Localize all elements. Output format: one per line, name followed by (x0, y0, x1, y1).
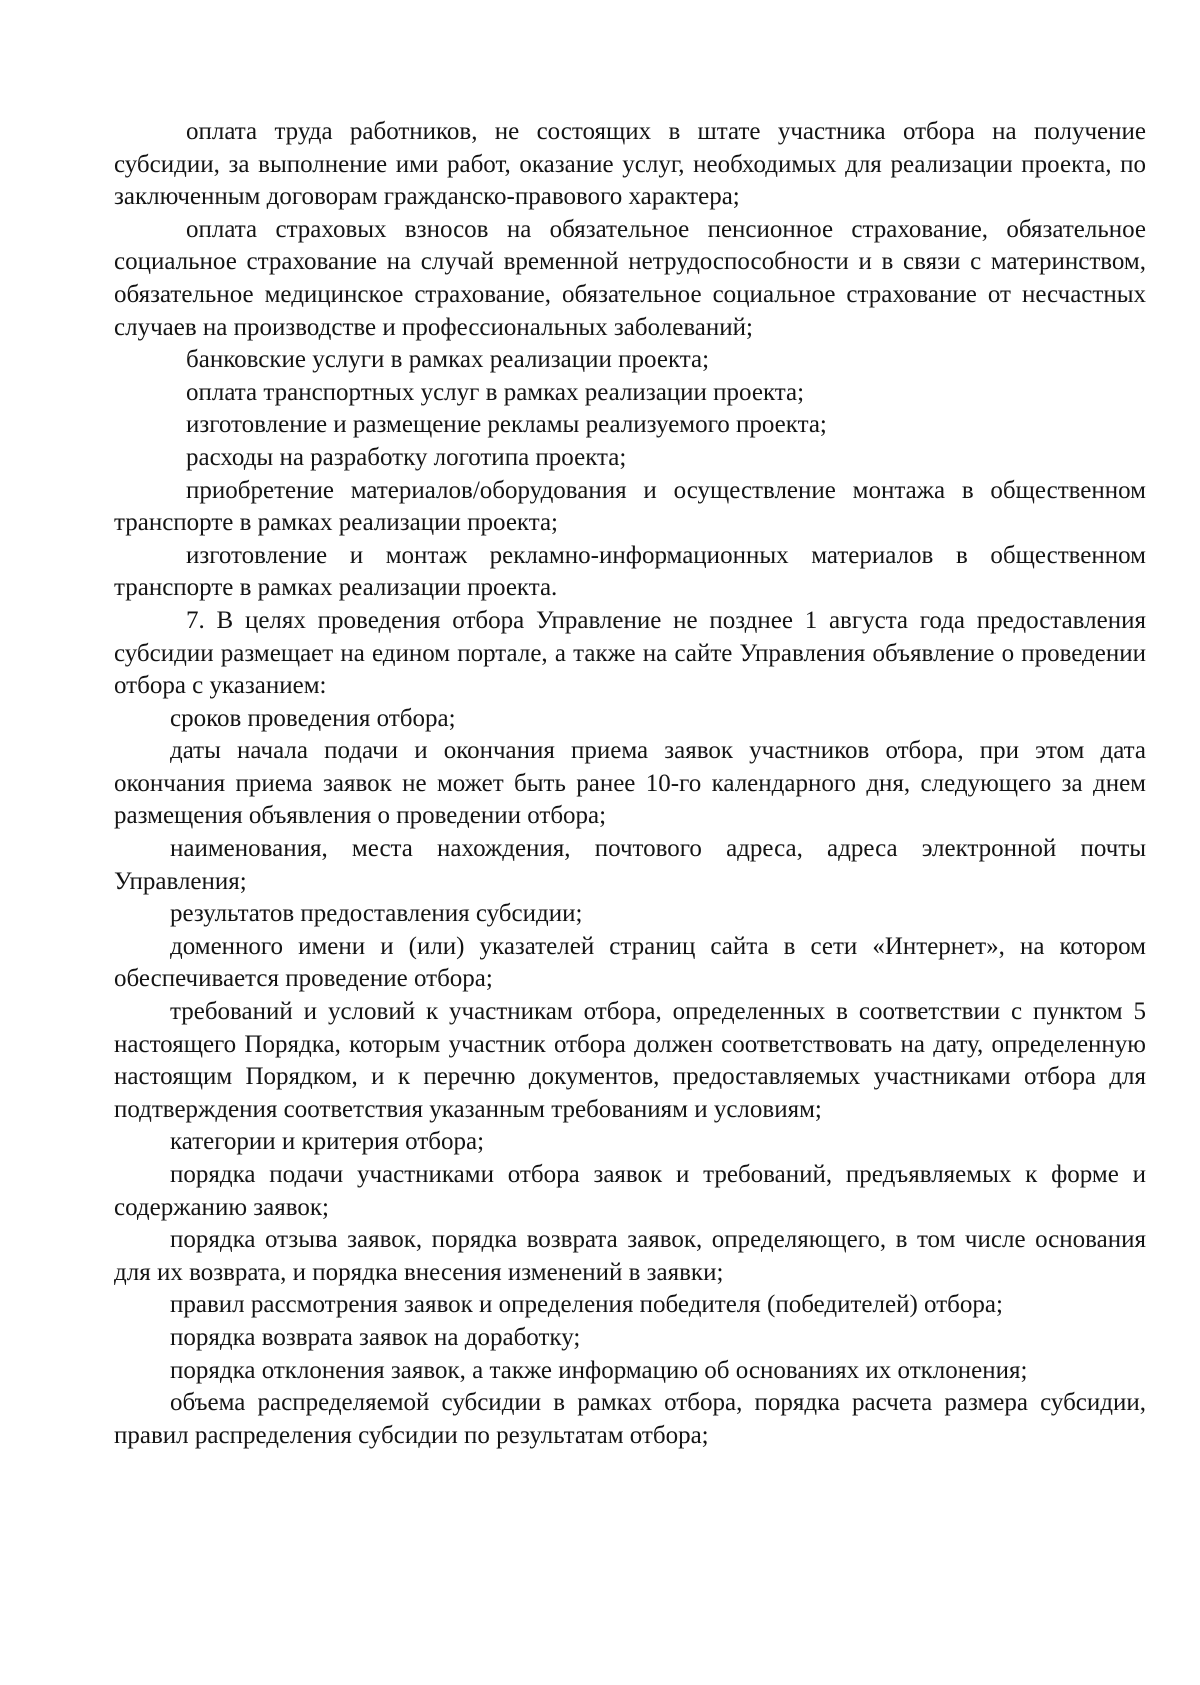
paragraph: порядка подачи участниками отбора заявок и требований, предъявляемых к форме и содержанию заявок; (114, 1161, 1146, 1221)
paragraph: категории и критерия отбора; (170, 1128, 485, 1156)
paragraph: объема распределяемой субсидии в рамках отбора, порядка расчета размера субсидии, правил распределения субсидии по результатам отбора; (114, 1389, 1146, 1449)
paragraph: сроков проведения отбора; (170, 704, 456, 732)
paragraph: оплата страховых взносов на обязательное пенсионное страхование, обязательное социальное страхование на случай временной нетрудоспособности и в связи с материнством, обязательное медицинское страхование, обязательное социальное страхование от несчастных случаев на производстве и профессиональных заболеваний; (114, 215, 1146, 341)
document-body (114, 116, 1146, 1452)
paragraph: банковские услуги в рамках реализации проекта; (186, 346, 710, 374)
paragraph: оплата труда работников, не состоящих в штате участника отбора на получение субсидии, за выполнение ими работ, оказание услуг, необходимых для реализации проекта, по заключенным договорам гражданско-правового характера; (114, 118, 1146, 211)
paragraph: наименования, места нахождения, почтового адреса, адреса электронной почты Управления; (114, 835, 1146, 895)
paragraph: требований и условий к участникам отбора, определенных в соответствии с пунктом 5 настоящего Порядка, которым участник отбора должен соответствовать на дату, определенную настоящим Порядком, и к перечню документов, предоставляемых участниками отбора для подтверждения соответствия указанным требованиям и условиям; (114, 998, 1146, 1123)
paragraph: порядка возврата заявок на доработку; (170, 1323, 581, 1351)
paragraph: изготовление и размещение рекламы реализуемого проекта; (186, 411, 827, 439)
paragraph: порядка отзыва заявок, порядка возврата заявок, определяющего, в том числе основания для их возврата, и порядка внесения изменений в заявки; (114, 1226, 1146, 1286)
paragraph: результатов предоставления субсидии; (170, 900, 583, 928)
paragraph: приобретение материалов/оборудования и осуществление монтажа в общественном транспорте в рамках реализации проекта; (114, 476, 1146, 537)
paragraph: доменного имени и (или) указателей страниц сайта в сети «Интернет», на котором обеспечивается проведение отбора; (114, 932, 1146, 993)
paragraph-section-7: 7. В целях проведения отбора Управление не позднее 1 августа года предоставления субсидии размещает на едином портале, а также на сайте Управления объявление о проведении отбора с указанием: (114, 606, 1146, 700)
paragraph: правил рассмотрения заявок и определения победителя (победителей) отбора; (170, 1291, 1003, 1319)
paragraph: порядка отклонения заявок, а также информацию об основаниях их отклонения; (170, 1356, 1028, 1384)
paragraph: даты начала подачи и окончания приема заявок участников отбора, при этом дата окончания приема заявок не может быть ранее 10-го календарного дня, следующего за днем размещения объявления о проведении отбора; (114, 737, 1146, 830)
paragraph: расходы на разработку логотипа проекта; (186, 443, 627, 471)
paragraph: изготовление и монтаж рекламно-информационных материалов в общественном транспорте в рамках реализации проекта. (114, 541, 1146, 602)
paragraph: оплата транспортных услуг в рамках реализации проекта; (186, 378, 805, 406)
